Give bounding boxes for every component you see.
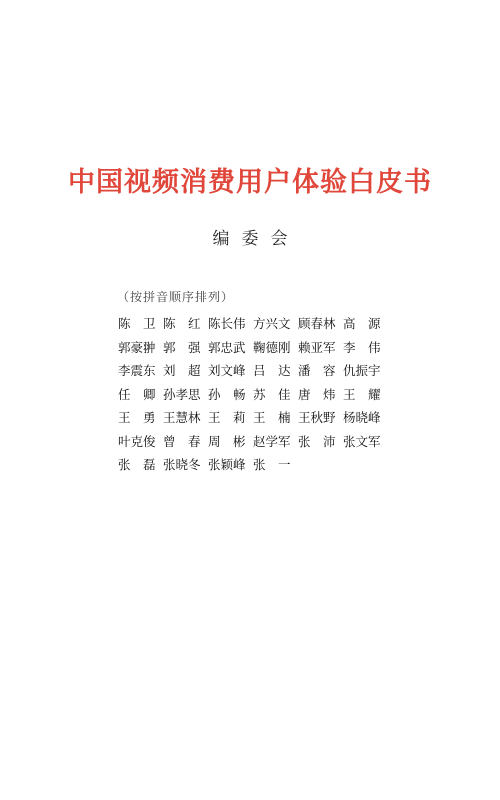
member-name: 孙孝思 bbox=[163, 386, 201, 402]
member-name: 张颖峰 bbox=[208, 457, 246, 472]
member-name: 赵学军 bbox=[253, 433, 291, 449]
member-name: 吕 达 bbox=[253, 363, 291, 378]
member-name: 郭 强 bbox=[163, 339, 201, 355]
member-name: 顾春林 bbox=[298, 316, 336, 331]
member-name: 潘 容 bbox=[298, 363, 336, 378]
member-name: 陈 红 bbox=[163, 316, 201, 331]
member-name: 李震东 bbox=[118, 363, 156, 378]
member-name: 张文军 bbox=[343, 433, 381, 449]
member-name: 王 勇 bbox=[118, 410, 156, 425]
member-name: 王秋野 bbox=[298, 410, 336, 425]
member-name: 周 彬 bbox=[208, 433, 246, 449]
member-name: 王 耀 bbox=[343, 386, 381, 402]
member-name: 苏 佳 bbox=[253, 386, 291, 402]
member-name: 王慧林 bbox=[163, 410, 201, 425]
member-name-list bbox=[118, 312, 418, 477]
committee-heading: 编委会 bbox=[212, 229, 300, 249]
member-name: 赖亚军 bbox=[298, 339, 336, 355]
member-name: 张 沛 bbox=[298, 433, 336, 449]
member-name: 曾 春 bbox=[163, 433, 201, 449]
member-name: 刘文峰 bbox=[208, 363, 246, 378]
member-name: 任 卿 bbox=[118, 386, 156, 402]
member-name: 杨晓峰 bbox=[343, 410, 381, 425]
member-name: 张晓冬 bbox=[163, 457, 201, 472]
member-name: 王 楠 bbox=[253, 410, 291, 425]
ordering-note: （按拼音顺序排列） bbox=[117, 290, 235, 304]
member-name: 陈 卫 bbox=[118, 316, 156, 331]
member-name: 高 源 bbox=[343, 316, 381, 331]
member-name: 张 一 bbox=[253, 457, 291, 472]
document-title: 中国视频消费用户体验白皮书 bbox=[68, 167, 432, 198]
member-name: 李 伟 bbox=[343, 339, 381, 355]
member-name: 郭豪翀 bbox=[118, 339, 156, 355]
member-name: 孙 畅 bbox=[208, 386, 246, 402]
member-name: 方兴文 bbox=[253, 316, 291, 331]
member-name: 郭忠武 bbox=[208, 339, 246, 355]
member-name: 刘 超 bbox=[163, 363, 201, 378]
member-name: 叶克俊 bbox=[118, 433, 156, 449]
member-name: 陈长伟 bbox=[208, 316, 246, 331]
member-name: 仇振宇 bbox=[343, 363, 381, 378]
member-name: 张 磊 bbox=[118, 457, 156, 472]
member-name: 唐 炜 bbox=[298, 386, 336, 402]
member-name: 王 莉 bbox=[208, 410, 246, 425]
member-name: 鞠德刚 bbox=[253, 339, 291, 355]
